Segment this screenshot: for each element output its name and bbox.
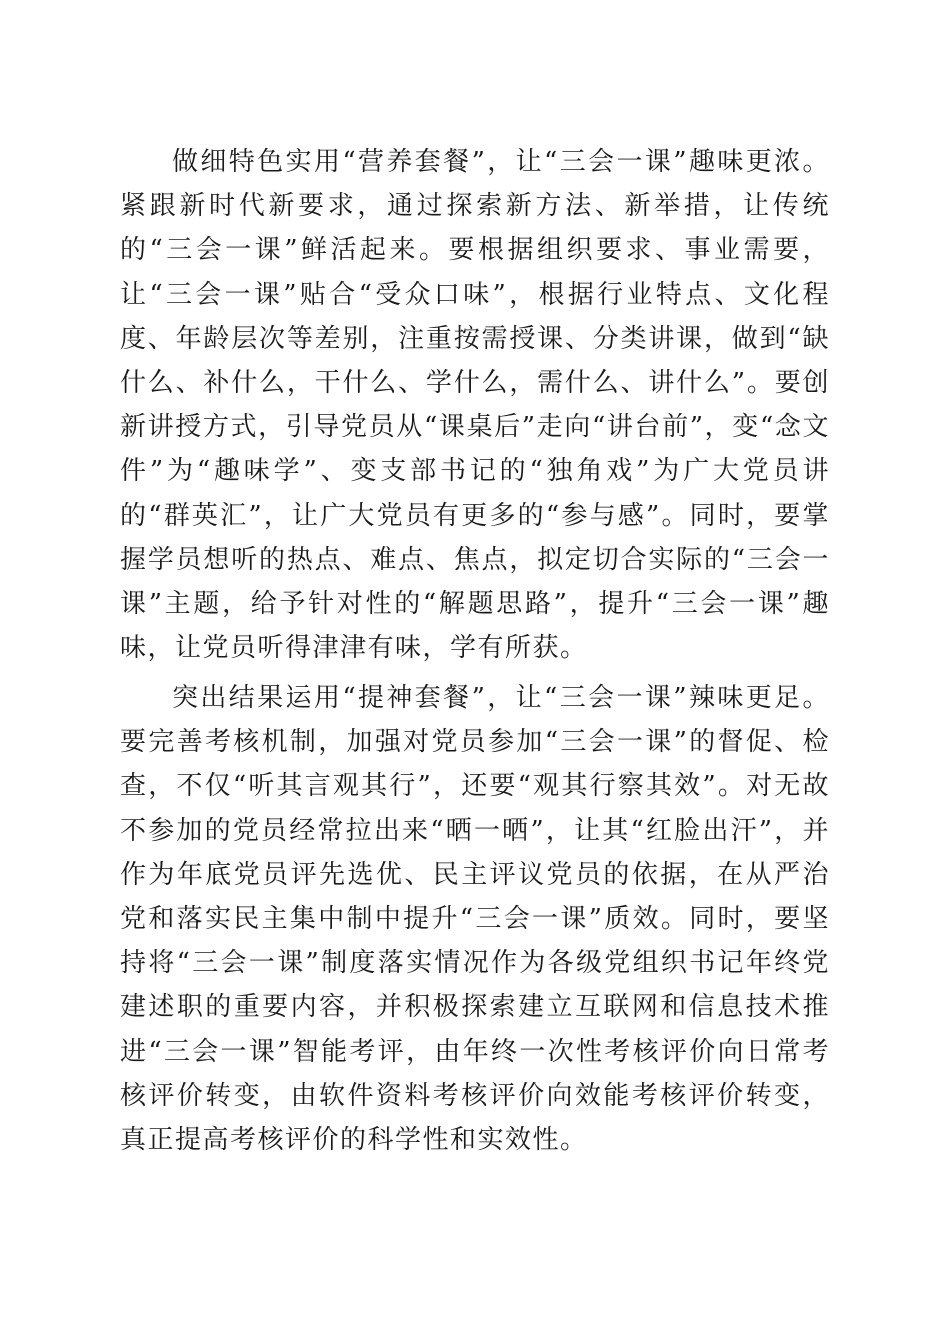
paragraph-refreshing-package: 突出结果运用“提神套餐”，让“三会一课”辣味更足。要完善考核机制，加强对党员参加“三会一课”的督促、检查，不仅“听其言观其行”，还要“观其行察其效”。对无故不参加的党员经常拉出来“晒一晒”，让其“红脸出汗”，并作为年底党员评先选优、民主评议党员的依据，在从严治党和落实民主集中制中提升“三会一课”质效。同时，要坚持将“三会一课”制度落实情况作为各级党组织书记年终党建述职的重要内容，并积极探索建立互联网和信息技术推进“三会一课”智能考评，由年终一次性考核评价向日常考核评价转变，由软件资料考核评价向效能考核评价转变，真正提高考核评价的科学性和实效性。 (120, 683, 830, 1156)
paragraph-nutrition-package: 做细特色实用“营养套餐”，让“三会一课”趣味更浓。紧跟新时代新要求，通过探索新方法、新举措，让传统的“三会一课”鲜活起来。要根据组织要求、事业需要，让“三会一课”贴合“受众口味”，根据行业特点、文化程度、年龄层次等差别，注重按需授课、分类讲课，做到“缺什么、补什么，干什么、学什么，需什么、讲什么”。要创新讲授方式，引导党员从“课桌后”走向“讲台前”，变“念文件”为“趣味学”、变支部书记的“独角戏”为广大党员讲的“群英汇”，让广大党员有更多的“参与感”。同时，要掌握学员想听的热点、难点、焦点，拟定切合实际的“三会一课”主题，给予针对性的“解题思路”，提升“三会一课”趣味，让党员听得津津有味，学有所获。 (120, 147, 830, 664)
